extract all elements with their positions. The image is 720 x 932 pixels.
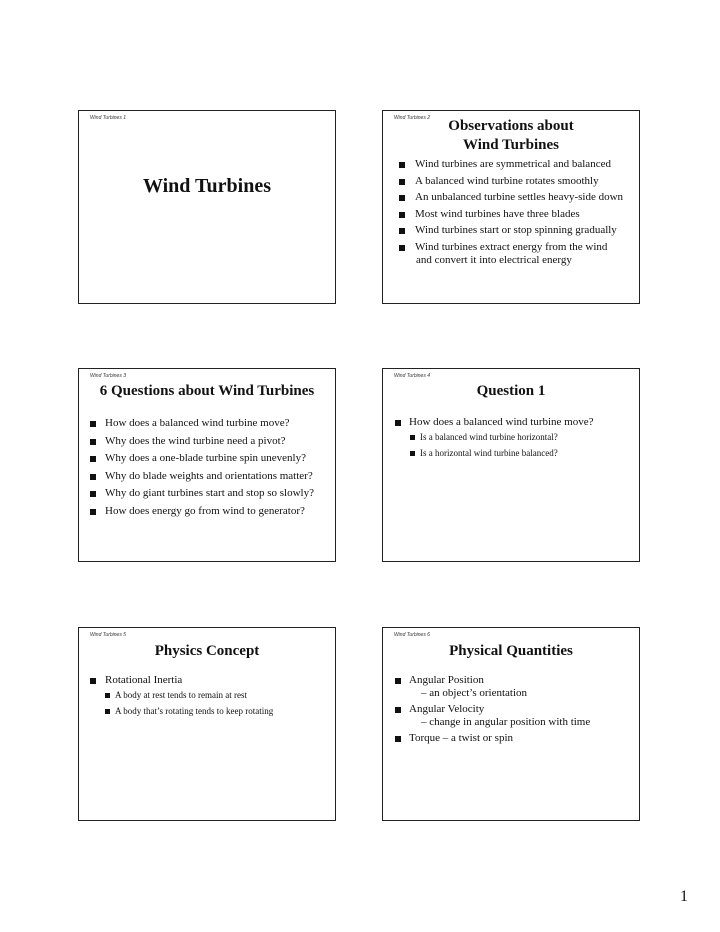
slide-tag: Wind Turbines 1 <box>90 115 126 121</box>
bullet-text: Wind turbines start or stop spinning gradually <box>415 224 617 236</box>
slide-tag: Wind Turbines 3 <box>90 373 126 379</box>
bullet-text: Why does a one-blade turbine spin unevenly? <box>105 452 306 464</box>
bullet-marker <box>90 474 96 480</box>
slide-tag: Wind Turbines 4 <box>394 373 430 379</box>
sub-bullet-item <box>383 432 639 443</box>
bullet-marker <box>90 678 96 684</box>
slide-title <box>383 117 639 155</box>
sub-bullet-marker <box>105 709 110 714</box>
bullet-continuation: and convert it into electrical energy <box>416 253 572 266</box>
bullet-item <box>383 732 639 745</box>
bullet-marker <box>90 439 96 445</box>
bullet-list <box>383 416 639 459</box>
slide-tag: Wind Turbines 2 <box>394 115 430 121</box>
bullet-marker <box>399 179 405 185</box>
bullet-text: Why do blade weights and orientations matter? <box>105 469 313 482</box>
bullet-item <box>383 416 639 429</box>
slide-1 <box>78 110 336 304</box>
bullet-item <box>79 417 335 430</box>
bullet-text: How does energy go from wind to generator? <box>105 504 305 517</box>
bullet-item <box>383 191 639 204</box>
bullet-marker <box>399 162 405 168</box>
bullet-text: Why do giant turbines start and stop so slowly? <box>105 487 314 499</box>
slide-5 <box>78 627 336 821</box>
bullet-text: Angular Position <box>409 674 484 686</box>
slide-title-line: Observations about <box>448 118 574 134</box>
bullet-continuation: – an object’s orientation <box>421 687 527 699</box>
sub-bullet-marker <box>410 435 415 440</box>
sub-bullet-text: A body at rest tends to remain at rest <box>115 690 247 700</box>
bullet-text: A balanced wind turbine rotates smoothly <box>415 174 599 187</box>
bullet-item <box>79 452 335 465</box>
bullet-marker <box>395 678 401 684</box>
bullet-item <box>79 505 335 518</box>
slide-title: Physical Quantities <box>449 643 573 659</box>
bullet-marker <box>395 736 401 742</box>
bullet-list <box>383 674 639 745</box>
bullet-item <box>79 435 335 448</box>
sub-bullet-item <box>79 690 335 701</box>
sub-bullet-marker <box>105 693 110 698</box>
bullet-item <box>383 674 639 700</box>
sub-bullet-text: Is a balanced wind turbine horizontal? <box>420 432 558 442</box>
bullet-text: Most wind turbines have three blades <box>415 207 580 220</box>
bullet-marker <box>90 509 96 515</box>
bullet-marker <box>395 707 401 713</box>
bullet-marker <box>399 245 405 251</box>
bullet-text: Wind turbines extract energy from the wind <box>415 240 608 253</box>
sub-bullet-marker <box>410 451 415 456</box>
sub-bullet-item <box>79 706 335 717</box>
bullet-list <box>383 158 639 267</box>
bullet-item <box>383 175 639 188</box>
bullet-continuation: – change in angular position with time <box>421 716 591 728</box>
bullet-text: An unbalanced turbine settles heavy-side down <box>415 191 624 203</box>
bullet-item <box>383 224 639 237</box>
slide-tag: Wind Turbines 5 <box>90 632 126 638</box>
bullet-text: Why does the wind turbine need a pivot? <box>105 434 286 447</box>
bullet-item <box>79 470 335 483</box>
bullet-item <box>79 487 335 500</box>
bullet-text: Rotational Inertia <box>105 674 183 686</box>
sub-bullet-item <box>383 448 639 459</box>
slide-tag: Wind Turbines 6 <box>394 632 430 638</box>
bullet-item <box>79 674 335 687</box>
bullet-marker <box>399 195 405 201</box>
bullet-item <box>383 241 639 267</box>
bullet-item <box>383 208 639 221</box>
slide-2 <box>382 110 640 304</box>
bullet-marker <box>90 456 96 462</box>
bullet-text: Torque – a twist or spin <box>409 732 514 744</box>
bullet-text: Wind turbines are symmetrical and balanced <box>415 158 611 170</box>
bullet-marker <box>395 420 401 426</box>
slide-title: Physics Concept <box>154 643 260 659</box>
bullet-item <box>383 703 639 729</box>
sub-bullet-text: Is a horizontal wind turbine balanced? <box>420 448 558 458</box>
bullet-text: Angular Velocity <box>409 703 485 715</box>
bullet-text: How does a balanced wind turbine move? <box>105 417 290 429</box>
slide-6 <box>382 627 640 821</box>
slide-4 <box>382 368 640 562</box>
slide-title: Question 1 <box>476 383 546 399</box>
bullet-list <box>79 417 335 518</box>
bullet-marker <box>399 228 405 234</box>
slide-title: Wind Turbines <box>142 175 272 197</box>
bullet-item <box>383 158 639 171</box>
bullet-marker <box>90 421 96 427</box>
slide-title-line: Wind Turbines <box>462 137 560 153</box>
bullet-text: How does a balanced wind turbine move? <box>409 416 594 428</box>
bullet-marker <box>90 491 96 497</box>
page-number: 1 <box>680 888 688 905</box>
bullet-list <box>79 674 335 717</box>
slide-3 <box>78 368 336 562</box>
sub-bullet-text: A body that’s rotating tends to keep rotating <box>115 706 274 716</box>
bullet-marker <box>399 212 405 218</box>
slide-title: 6 Questions about Wind Turbines <box>99 383 315 399</box>
